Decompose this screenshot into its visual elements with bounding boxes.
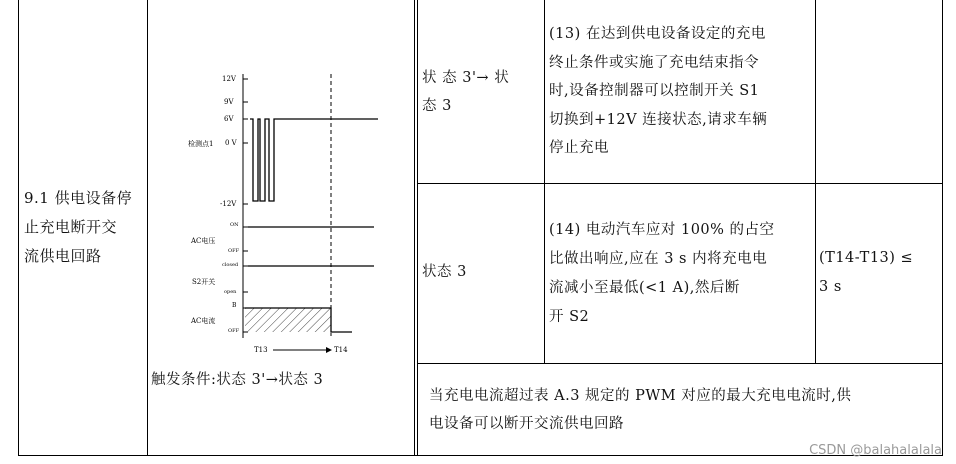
- table-divider-col4: [815, 0, 816, 364]
- timing-diagram: [148, 66, 408, 366]
- ac-current-area: [245, 308, 331, 332]
- ac-voltage-label: AC电压: [191, 237, 216, 245]
- s2-closed: closed: [222, 262, 239, 268]
- ac-current-label: AC电流: [191, 317, 216, 325]
- pwm-waveform: [250, 119, 378, 201]
- row2-description: (14) 电动汽车应对 100% 的占空 比做出响应,应在 3 s 内将充电电 流减小至最低(<1 A),然后断 开 S2: [549, 222, 775, 325]
- table-left-border: [18, 0, 19, 456]
- note-text: 当充电电流超过表 A.3 规定的 PWM 对应的最大充电电流时,供 电设备可以断开交流供电回路: [429, 388, 852, 432]
- voltage-label-0v: 0 V: [225, 139, 237, 147]
- table-bottom-border: [18, 455, 943, 456]
- table-divider-col3: [544, 0, 545, 364]
- row1-state: 状 态 3'→ 状 态 3: [422, 70, 510, 114]
- row1-description: (13) 在达到供电设备设定的充电 终止条件或实施了充电结束指令 时,设备控制器可以控制开关 S1 切换到+12V 连接状态,请求车辆 停止充电: [549, 26, 768, 156]
- voltage-label-neg12v: -12V: [220, 200, 237, 208]
- table-divider-col2b: [417, 0, 418, 456]
- row-divider-1: [417, 183, 943, 184]
- trigger-condition: 触发条件:状态 3'→状态 3: [151, 372, 324, 388]
- table-right-border: [942, 0, 943, 456]
- s2-label: S2开关: [192, 278, 216, 286]
- row-divider-2: [417, 363, 943, 364]
- voltage-label-12v: 12V: [222, 75, 236, 83]
- row2-state: 状态 3: [422, 264, 467, 280]
- row2-timing: (T14-T13) ≤ 3 s: [819, 250, 914, 295]
- ac-current-b: B: [232, 302, 237, 309]
- detection-label: 检测点1: [188, 140, 214, 148]
- watermark: CSDN @balahalalala: [809, 443, 942, 458]
- t14-label: T14: [334, 346, 348, 354]
- ac-voltage-on: ON: [230, 222, 239, 228]
- ac-current-off: OFF: [228, 328, 240, 334]
- voltage-label-9v: 9V: [224, 98, 234, 106]
- voltage-label-6v: 6V: [224, 115, 234, 123]
- ac-voltage-off: OFF: [228, 248, 240, 254]
- t13-label: T13: [254, 346, 268, 354]
- row-label: 9.1 供电设备停 止充电断开交 流供电回路: [24, 189, 133, 265]
- table-divider-col2a: [414, 0, 415, 456]
- s2-open: open: [224, 289, 237, 295]
